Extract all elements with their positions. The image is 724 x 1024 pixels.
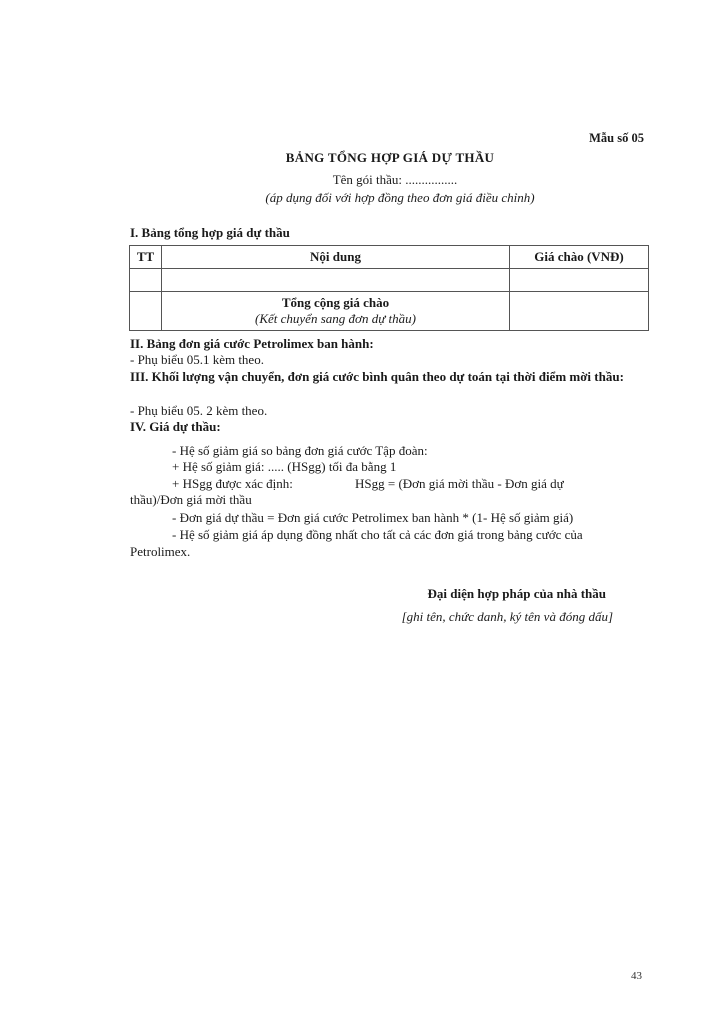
header-content: Nội dung: [162, 246, 510, 269]
document-title: BẢNG TỔNG HỢP GIÁ DỰ THẦU: [285, 150, 495, 165]
signature-note: [ghi tên, chức danh, ký tên và đóng dấu]: [401, 609, 613, 624]
section4-heading: IV. Giá dự thầu:: [130, 419, 221, 434]
section4-line3c: thầu)/Đơn giá mời thầu: [130, 492, 252, 507]
signature-title: Đại diện hợp pháp của nhà thầu: [427, 586, 606, 601]
section4-line2: + Hệ số giảm giá: ..... (HSgg) tối đa bằng 1: [172, 459, 397, 474]
section4-line4: - Đơn giá dự thầu = Đơn giá cước Petrolimex ban hành * (1- Hệ số giảm giá): [172, 510, 574, 525]
page-number: 43: [631, 970, 642, 982]
section3-heading: III. Khối lượng vận chuyển, đơn giá cước bình quân theo dự toán tại thời điểm mời thầu:: [130, 369, 624, 384]
row-content-cell: [162, 269, 510, 292]
total-price-cell: [510, 292, 649, 331]
scope-note: (áp dụng đối với hợp đồng theo đơn giá điều chỉnh): [265, 190, 535, 205]
header-price: Giá chào (VNĐ): [510, 246, 649, 269]
package-name-line: Tên gói thầu: ................: [332, 172, 458, 187]
section4-line5a: - Hệ số giảm giá áp dụng đồng nhất cho tất cả các đơn giá trong bảng cước của: [172, 527, 583, 542]
section4-line5b: Petrolimex.: [130, 544, 191, 559]
total-note: (Kết chuyển sang đơn dự thầu): [255, 311, 416, 326]
section4-line1: - Hệ số giảm giá so bảng đơn giá cước Tập đoàn:: [172, 443, 428, 458]
section3-text: - Phụ biểu 05. 2 kèm theo.: [130, 403, 268, 418]
section4-line3b: HSgg = (Đơn giá mời thầu - Đơn giá dự: [355, 476, 564, 491]
bid-summary-table: [129, 245, 649, 331]
total-content-cell: [162, 292, 510, 331]
row-tt-cell: [130, 269, 162, 292]
table-header-row: [130, 246, 649, 269]
total-tt-cell: [130, 292, 162, 331]
section1-heading: I. Bảng tổng hợp giá dự thầu: [130, 225, 290, 240]
row-price-cell: [510, 269, 649, 292]
form-number: Mẫu số 05: [589, 131, 644, 145]
total-row: [130, 292, 649, 331]
section2-heading: II. Bảng đơn giá cước Petrolimex ban hành:: [130, 336, 374, 351]
table-row: [130, 269, 649, 292]
section4-line3a: + HSgg được xác định:: [172, 476, 293, 491]
section2-text: - Phụ biểu 05.1 kèm theo.: [130, 352, 264, 367]
header-tt: TT: [130, 246, 162, 269]
total-label: Tổng cộng giá chào: [281, 295, 390, 310]
